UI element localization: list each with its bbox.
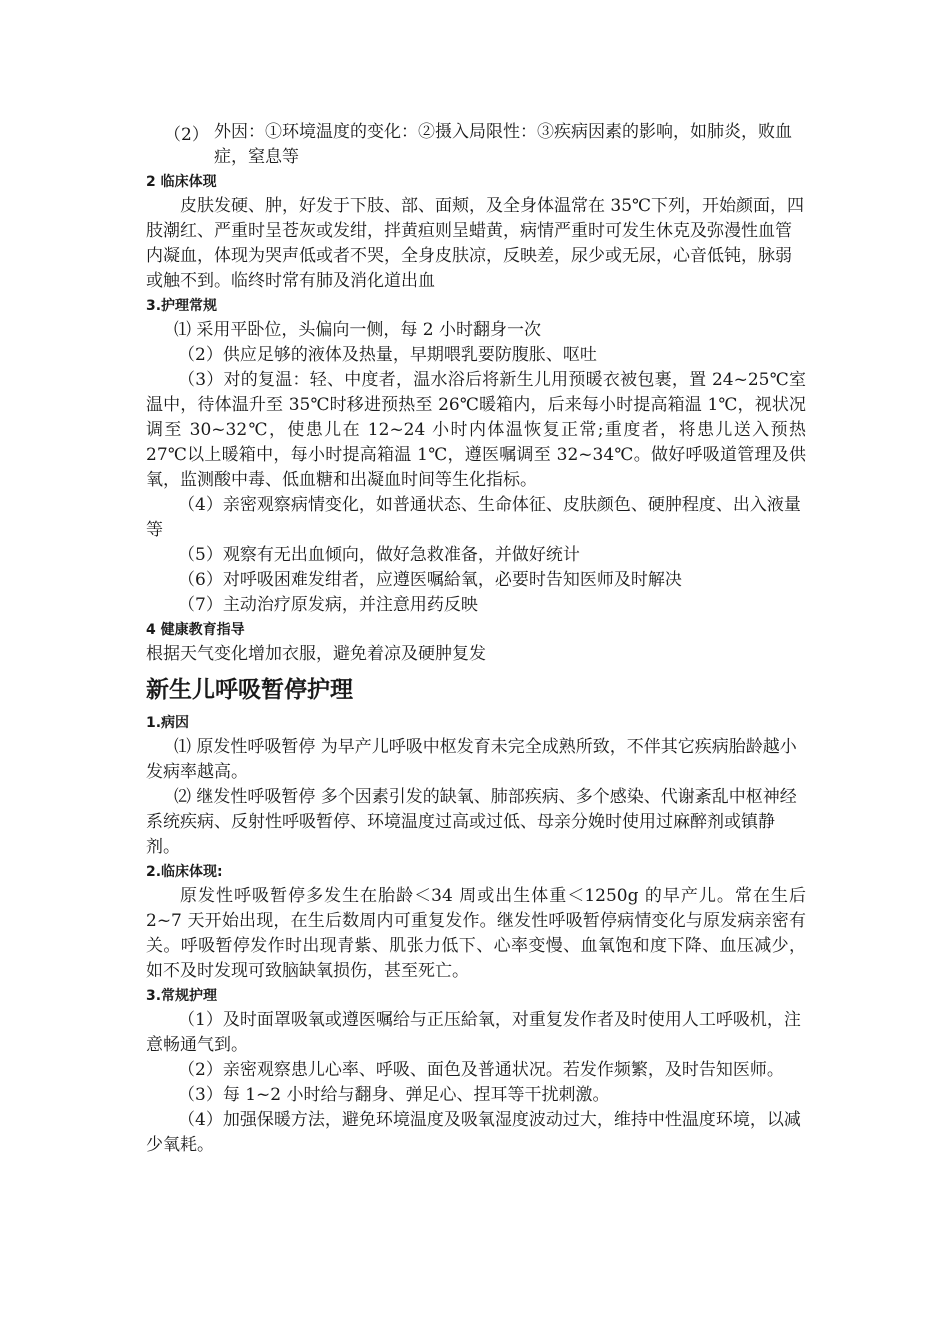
etiology-item: ⑴ 原发性呼吸暂停 为早产儿呼吸中枢发育未完全成熟所致，不伴其它疾病胎龄越小发病率越高。 bbox=[146, 737, 797, 782]
nursing-item: （5）观察有无出血倾向，做好急救准备，并做好统计 bbox=[178, 545, 580, 565]
article-title: 新生儿呼吸暂停护理 bbox=[146, 677, 353, 703]
care-item: （1）及时面罩吸氧或遵医嘱给与正压給氧，对重复发作者及时使用人工呼吸机，注意畅通气到。 bbox=[146, 1010, 801, 1055]
section-heading-routine-care: 3.常规护理 bbox=[146, 988, 218, 1004]
section-heading-clinical-apnea: 2.临床体现: bbox=[146, 864, 223, 880]
section-heading-clinical: 2 临床体现 bbox=[146, 174, 217, 190]
etiology-item: ⑵ 继发性呼吸暂停 多个因素引发的缺氧、肺部疾病、多个感染、代谢紊乱中枢神经系统疾病、反射性呼吸暂停、环境温度过高或过低、母亲分娩时使用过麻醉剂或镇静剂。 bbox=[146, 787, 797, 857]
nursing-item: （3）对的复温：轻、中度者，温水浴后将新生儿用预暖衣被包裹，置 24~25℃室温中，待体温升至 35℃时移进预热至 26℃暖箱内，后来每小时提高箱温 1℃，视状况调至 30~32℃，使患儿在 12~24 小时内体温恢复正常;重度者，将患儿送入预热 27℃以上暖箱中，每小时提高箱温 1℃，遵医嘱调至 32~34℃。做好呼吸道管理及供氧，监测酸中毒、低血糖和出凝血时间等生化指标。 bbox=[146, 370, 806, 490]
nursing-item: （7）主动治疗原发病，并注意用药反映 bbox=[178, 595, 478, 615]
clinical-apnea-paragraph: 原发性呼吸暂停多发生在胎龄＜34 周或出生体重＜1250g 的早产儿。常在生后 2~7 天开始出现，在生后数周内可重复发作。继发性呼吸暂停病情变化与原发病亲密有关。呼吸暂停发作时出现青紫、肌张力低下、心率变慢、血氧饱和度下降、血压减少，如不及时发现可致脑缺氧损伤，甚至死亡。 bbox=[146, 886, 806, 981]
intro-number: （2） bbox=[164, 125, 209, 145]
section-heading-etiology: 1.病因 bbox=[146, 715, 190, 731]
health-education-paragraph: 根据天气变化增加衣服，避免着凉及硬肿复发 bbox=[146, 644, 486, 664]
document-content bbox=[146, 120, 806, 1158]
nursing-item: （2）供应足够的液体及热量，早期喂乳要防腹胀、呕吐 bbox=[178, 345, 597, 365]
nursing-item: （6）对呼吸困难发绀者，应遵医嘱給氧，必要时告知医师及时解决 bbox=[178, 570, 682, 590]
section-heading-health-education: 4 健康教育指导 bbox=[146, 622, 245, 638]
intro-item bbox=[146, 120, 806, 170]
care-item: （3）每 1~2 小时给与翻身、弹足心、捏耳等干扰刺激。 bbox=[178, 1085, 610, 1105]
section-heading-nursing-routine: 3.护理常规 bbox=[146, 298, 218, 314]
care-item: （4）加强保暖方法，避免环境温度及吸氧湿度波动过大，维持中性温度环境，以减少氧耗。 bbox=[146, 1110, 801, 1155]
intro-text: 外因：①环境温度的变化：②摄入局限性：③疾病因素的影响，如肺炎，败血症，窒息等 bbox=[214, 122, 792, 167]
clinical-paragraph: 皮肤发硬、肿，好发于下肢、部、面颊，及全身体温常在 35℃下列，开始颜面，四肢潮红、严重时呈苍灰或发绀，拌黄疸则呈蜡黄，病情严重时可发生休克及弥漫性血管内凝血，体现为哭声低或者不哭，全身皮肤凉，反映差，尿少或无尿，心音低钝，脉弱或触不到。临终时常有肺及消化道出血 bbox=[146, 196, 805, 291]
nursing-item: （4）亲密观察病情变化，如普通状态、生命体征、皮肤颜色、硬肿程度、出入液量等 bbox=[146, 495, 801, 540]
care-item: （2）亲密观察患儿心率、呼吸、面色及普通状况。若发作频繁，及时告知医师。 bbox=[178, 1060, 784, 1080]
nursing-item: ⑴ 采用平卧位，头偏向一侧，每 2 小时翻身一次 bbox=[174, 320, 542, 340]
